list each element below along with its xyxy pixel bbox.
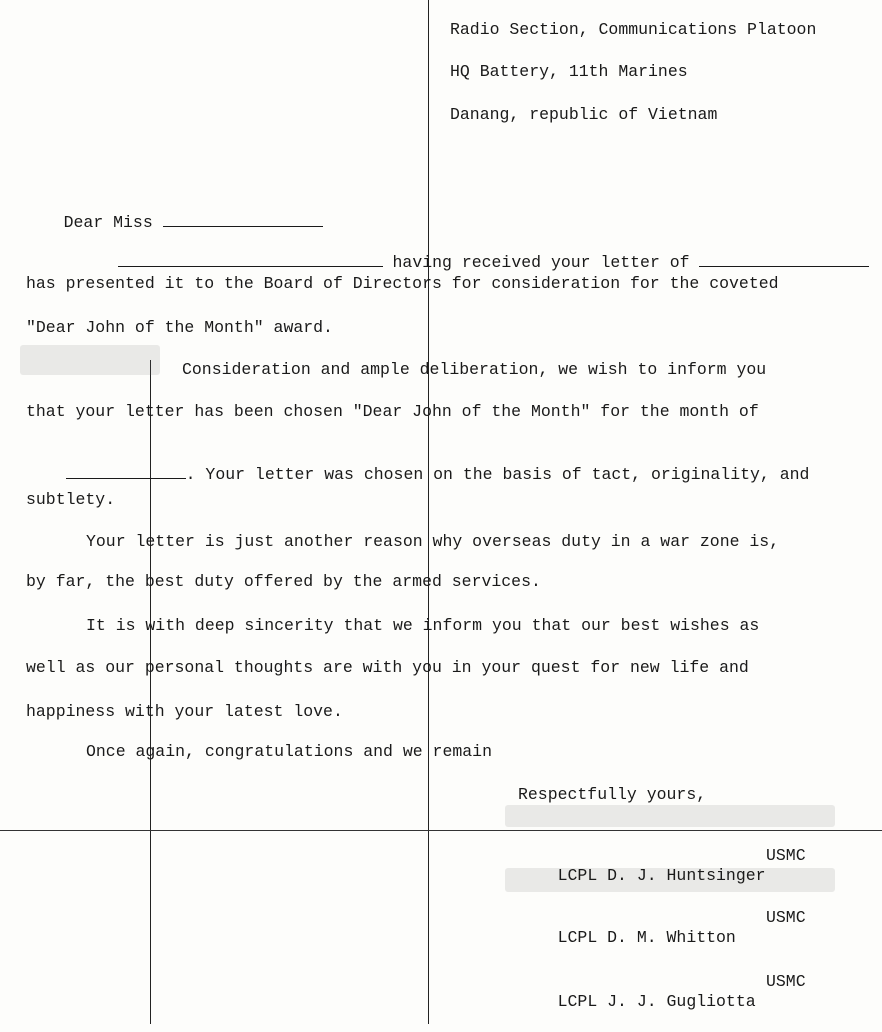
header-line-3: Danang, republic of Vietnam — [450, 105, 718, 124]
signatory-name: LCPL D. J. Huntsinger — [557, 866, 766, 885]
closing: Respectfully yours, — [518, 785, 707, 804]
fold-line-horizontal — [0, 830, 882, 831]
signatory-row — [518, 908, 736, 968]
body-line — [26, 444, 809, 505]
body-line: Once again, congratulations and we remain — [86, 742, 492, 761]
signatory-name: LCPL D. M. Whitton — [557, 928, 736, 947]
body-line: happiness with your latest love. — [26, 702, 343, 721]
signatory-branch: USMC — [766, 908, 806, 927]
blank-month — [66, 464, 186, 479]
body-line: Consideration and ample deliberation, we wish to inform you — [182, 360, 767, 379]
header-line-2: HQ Battery, 11th Marines — [450, 62, 688, 81]
blank-sender — [118, 252, 383, 267]
body-line: Your letter is just another reason why overseas duty in a war zone is, — [86, 532, 780, 551]
signatory-name: LCPL J. J. Gugliotta — [557, 992, 756, 1011]
signatory-branch: USMC — [766, 846, 806, 865]
body-line: It is with deep sincerity that we inform you that our best wishes as — [86, 616, 760, 635]
signatory-row — [518, 846, 766, 906]
header-line-1: Radio Section, Communications Platoon — [450, 20, 817, 39]
body-line: well as our personal thoughts are with you in your quest for new life and — [26, 658, 749, 677]
signatory-row — [518, 972, 756, 1032]
smudge-mark — [505, 805, 835, 827]
body-line: has presented it to the Board of Directors for consideration for the coveted — [26, 274, 779, 293]
salutation: Dear Miss — [63, 213, 153, 232]
fold-line-vertical-center — [428, 0, 429, 1024]
body-text: having received your letter of — [392, 253, 690, 272]
body-line: "Dear John of the Month" award. — [26, 318, 333, 337]
body-text: . Your letter was chosen on the basis of tact, originality, and — [185, 465, 810, 484]
blank-name — [163, 212, 323, 227]
signatory-branch: USMC — [766, 972, 806, 991]
smudge-mark — [20, 345, 160, 375]
body-line: that your letter has been chosen "Dear John of the Month" for the month of — [26, 402, 759, 421]
blank-date — [699, 252, 869, 267]
body-line: subtlety. — [26, 490, 116, 509]
body-line: by far, the best duty offered by the armed services. — [26, 572, 541, 591]
